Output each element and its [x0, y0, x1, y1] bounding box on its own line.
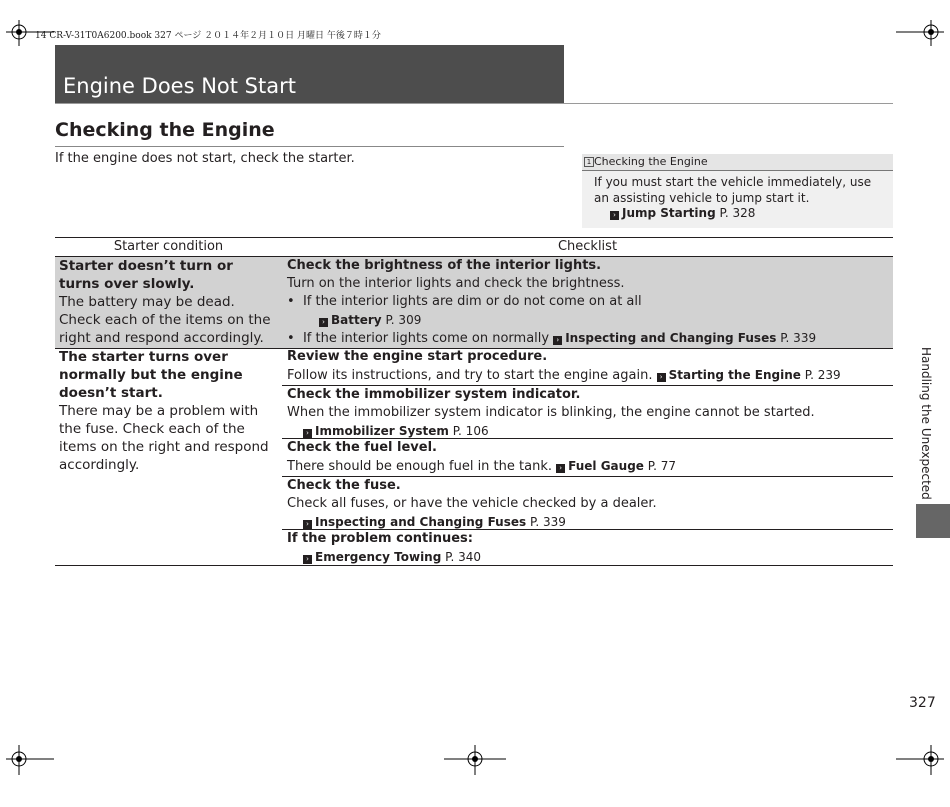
crop-mark-bottom-center — [444, 745, 506, 775]
column-header-condition: Starter condition — [113, 239, 224, 254]
row2-condition — [59, 348, 274, 474]
check-title: Review the engine start procedure. — [287, 349, 548, 364]
ref-title: Inspecting and Changing Fuses — [315, 515, 527, 529]
ref-page: P. 309 — [385, 313, 422, 327]
note-heading — [582, 154, 893, 171]
fuel-gauge-reference[interactable] — [556, 459, 676, 473]
ref-page: P. 77 — [647, 459, 677, 473]
ref-page: P. 106 — [452, 424, 489, 438]
check-title: Check the fuse. — [287, 478, 401, 493]
row1-bullet-2: • If the interior lights come on normally › Inspecting and Changing Fuses P. 339 — [287, 331, 817, 346]
check-title: If the problem continues: — [287, 531, 473, 546]
note-ref-page: P. 328 — [719, 206, 756, 220]
section-title: Checking the Engine — [55, 119, 275, 141]
column-header-checklist: Checklist — [557, 239, 618, 254]
ref-title: Battery — [331, 313, 382, 327]
ref-page: P. 239 — [804, 368, 841, 382]
crop-mark-top-left — [6, 20, 54, 46]
arrow-icon: › — [303, 555, 312, 564]
ref-title: Inspecting and Changing Fuses — [565, 331, 777, 345]
check-item — [287, 348, 841, 385]
arrow-icon: › — [657, 373, 666, 382]
row2-condition-title: The starter turns over normally but the engine doesn’t start. — [59, 349, 243, 401]
chapter-tab — [916, 504, 950, 538]
row1-condition-title: Starter doesn’t turn or turns over slowly. — [59, 258, 233, 292]
arrow-icon: › — [610, 211, 619, 220]
ref-page: P. 339 — [529, 515, 566, 529]
crop-mark-top-right — [896, 20, 944, 46]
title-rule — [55, 103, 893, 104]
chapter-side-label — [915, 347, 933, 502]
note-icon: 1 — [584, 157, 594, 167]
check-text: Follow its instructions, and try to start the engine again. — [287, 368, 653, 383]
arrow-icon: › — [553, 336, 562, 345]
ref-title: Fuel Gauge — [568, 459, 644, 473]
check-item — [287, 530, 481, 566]
table-top-rule — [55, 237, 893, 238]
row1-bullet-1: • If the interior lights are dim or do not come on at all — [287, 294, 642, 309]
arrow-icon: › — [303, 429, 312, 438]
ref-page: P. 340 — [445, 550, 482, 564]
bullet-2-text: If the interior lights come on normally — [302, 331, 550, 346]
row2-condition-text: There may be a problem with the fuse. Check each of the items on the right and respond accordingly. — [59, 403, 269, 473]
emergency-towing-reference[interactable] — [287, 548, 481, 566]
page-title: Engine Does Not Start — [63, 74, 296, 98]
check-title: Check the fuel level. — [287, 440, 437, 455]
crop-mark-bottom-right — [896, 745, 944, 775]
check-item — [287, 439, 676, 476]
chapter-label-text: Handling the Unexpected — [919, 347, 933, 500]
arrow-icon: › — [556, 464, 565, 473]
intro-text: If the engine does not start, check the starter. — [55, 151, 355, 166]
check-text: There should be enough fuel in the tank. — [287, 459, 552, 474]
note-reference[interactable] — [610, 205, 755, 221]
fuses-reference[interactable] — [553, 331, 816, 345]
note-ref-title: Jump Starting — [622, 206, 716, 220]
row1-condition-text: The battery may be dead. Check each of the items on the right and respond accordingly. — [59, 294, 271, 346]
crop-mark-bottom-left — [6, 745, 54, 775]
ref-page: P. 339 — [780, 331, 817, 345]
note-heading-text: Checking the Engine — [594, 155, 708, 168]
arrow-icon: › — [303, 520, 312, 529]
check-item — [287, 386, 815, 440]
note-body — [582, 171, 893, 228]
row1-check-title: Check the brightness of the interior lights. — [287, 258, 602, 273]
ref-title: Emergency Towing — [315, 550, 442, 564]
check-text: Check all fuses, or have the vehicle checked by a dealer. — [287, 496, 657, 511]
row1-checklist — [287, 257, 816, 348]
check-item — [287, 477, 657, 531]
ref-title: Starting the Engine — [668, 368, 801, 382]
row1-check-text: Turn on the interior lights and check the brightness. — [287, 276, 625, 291]
section-rule — [55, 146, 564, 147]
note-body-text: If you must start the vehicle immediately, use an assisting vehicle to jump start it. — [594, 175, 872, 205]
check-title: Check the immobilizer system indicator. — [287, 387, 581, 402]
check-text: When the immobilizer system indicator is blinking, the engine cannot be started. — [287, 405, 815, 420]
table-bottom-rule — [55, 565, 893, 566]
battery-reference[interactable] — [287, 311, 816, 329]
bullet-1-text: If the interior lights are dim or do not come on at all — [302, 294, 642, 309]
ref-title: Immobilizer System — [315, 424, 449, 438]
page-number: 327 — [909, 695, 936, 711]
starting-engine-reference[interactable] — [657, 368, 841, 382]
arrow-icon: › — [319, 318, 328, 327]
print-header: 14 CR-V-31T0A6200.book 327 ページ ２０１４年２月１０日 月曜日 午後７時１分 — [35, 31, 381, 41]
row1-condition — [59, 257, 274, 347]
